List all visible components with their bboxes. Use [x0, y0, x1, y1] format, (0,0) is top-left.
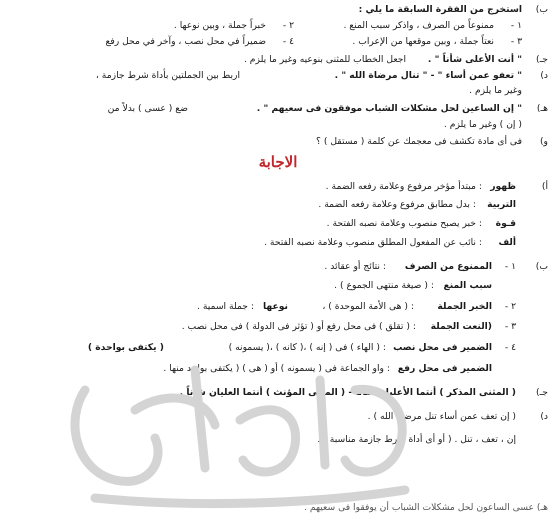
answer-bold: الخبر الجملة: [437, 301, 492, 312]
answer-d: [0, 408, 556, 426]
answer-text: : واو الجماعة فى ( يسمونه ) أو ( هى ) ( يكتفى بواحد منها .: [163, 363, 390, 374]
question-c-text: اجعل الخطاب للمثنى بنوعيه وغير ما يلزم .: [243, 54, 406, 65]
answer-bold: الضمير فى محل نصب: [393, 342, 492, 353]
question-e-continued: [0, 116, 556, 134]
question-e-marker: هـ): [536, 103, 548, 114]
answer-word: ألف: [498, 237, 516, 248]
question-e-text: ضع ( عسى ) بدلاً من: [107, 103, 188, 114]
answer-a-1: [0, 178, 556, 196]
answer-e-cut: [0, 499, 556, 517]
answer-text: : مبتدأ مؤخر مرفوع وعلامة رفعه الضمة .: [325, 181, 482, 192]
answer-title: الاجابة: [258, 153, 298, 171]
item-number: ٤ -: [504, 342, 516, 353]
item-text: خبراً جملة ، وبين نوعها .: [173, 20, 266, 31]
answer-text: : ( الهاء ) فى ( إنه ) ،( كانه ) ،( يسمونه ): [228, 342, 386, 353]
item-number: ٢ -: [282, 20, 294, 31]
answer-a-4: [0, 234, 556, 252]
answer-text: : ( تقلق ) فى محل رفع أو ( تؤثر فى الدولة ) فى محل نصب .: [181, 321, 416, 332]
answer-b-3: [0, 318, 556, 336]
answer-b-1: [0, 258, 556, 276]
question-b-marker: ب): [535, 4, 548, 15]
question-d-text: اربط بين الجملتين بأداة شرط جازمة ،: [95, 70, 240, 81]
answer-word: التربية: [487, 199, 516, 210]
answer-b-marker: ب): [535, 261, 548, 272]
item-number: ٤ -: [282, 36, 294, 47]
question-d-cont: وغير ما يلزم .: [469, 85, 522, 96]
answer-b-1-sub: [0, 277, 556, 295]
item-text: ضميراً في محل نصب ، وآخر في محل رفع: [105, 36, 266, 47]
item-number: ٣ -: [510, 36, 522, 47]
answer-bold: ( يكتفى بواحدة ): [87, 342, 164, 353]
answer-a-3: [0, 215, 556, 233]
answer-bold: الممنوع من الصرف: [404, 261, 492, 272]
answer-bold: نوعها: [262, 301, 288, 312]
item-number: ٣ -: [504, 321, 516, 332]
question-f-text: فى أى مادة تكشف فى معجمك عن كلمة ( مستقل ) ؟: [316, 136, 522, 147]
item-text: ممنوعاً من الصرف ، واذكر سبب المنع .: [343, 20, 494, 31]
answer-word: قـوة: [495, 218, 516, 229]
answer-text: : بدل مطابق مرفوع وعلامة رفعه الضمة .: [318, 199, 476, 210]
question-b-title: استخرج من الفقرة السابقة ما يلي :: [358, 4, 522, 15]
answer-bold: سبب المنع: [443, 280, 492, 291]
answer-text: ( إن تعف عمن أساء تنل مرضاة الله ) .: [367, 411, 516, 422]
question-e-quote: " إن الساعين لحل مشكلات الشباب موفقون فى سعيهم " .: [256, 103, 522, 114]
answer-b-4-sub: [0, 360, 556, 378]
answer-text: هـ) عسى الساعون لحل مشكلات الشباب أن يوفقوا فى سعيهم .: [304, 502, 548, 513]
item-text: نعتاً جملة ، وبين موقعها من الإعراب .: [352, 36, 494, 47]
answer-text: ( المثنى المذكر ) أنتما الأعليان شأناً - ( المثنى المؤنث ) أنتما العليان شأناً .: [179, 387, 516, 398]
answer-a-2: [0, 196, 556, 214]
answer-text: : نتائج أو عقائد .: [324, 261, 386, 272]
answer-b-2: [0, 298, 556, 316]
question-e-cont: ( إن ) وغير ما يلزم .: [443, 119, 522, 130]
answer-a-marker: أ): [541, 181, 548, 192]
answer-c: [0, 384, 556, 402]
answer-word: ظهور: [490, 181, 516, 192]
answer-text: إن ، تعف ، تنل . ( أو أى أداة شرط جازمة مناسبة ) .: [317, 434, 516, 445]
answer-b-4: [0, 339, 556, 357]
question-d-marker: د): [540, 70, 548, 81]
question-b-row-2: [0, 33, 556, 51]
answer-c-marker: جـ): [536, 387, 548, 398]
item-number: ٢ -: [504, 301, 516, 312]
answer-bold: الضمير فى محل رفع: [397, 363, 492, 374]
question-f: [0, 133, 556, 151]
question-c-quote: " أنت الأعلى شأناً " .: [427, 54, 522, 65]
answer-d-marker: د): [540, 411, 548, 422]
answer-bold: (النعت الجملة: [430, 321, 492, 332]
answer-text: : خبر يصبح منصوب وعلامة نصبه الفتحة .: [326, 218, 482, 229]
answer-text: : جملة اسمية .: [197, 301, 254, 312]
question-d-continued: [0, 82, 556, 100]
answer-text: : نائب عن المفعول المطلق منصوب وعلامة نصبه الفتحة .: [264, 237, 482, 248]
question-f-marker: و): [539, 136, 548, 147]
answer-text: : ( صيغة منتهى الجموع ) .: [334, 280, 434, 291]
item-number: ١ -: [504, 261, 516, 272]
question-d-quote: " تعفو عمن أساء " - " تنال مرضاة الله " .: [334, 70, 522, 81]
item-number: ١ -: [510, 20, 522, 31]
question-c-marker: جـ): [536, 54, 548, 65]
answer-d-continued: [0, 431, 556, 449]
answer-text: : ( هى الأمة الموحدة ) ،: [322, 301, 414, 312]
